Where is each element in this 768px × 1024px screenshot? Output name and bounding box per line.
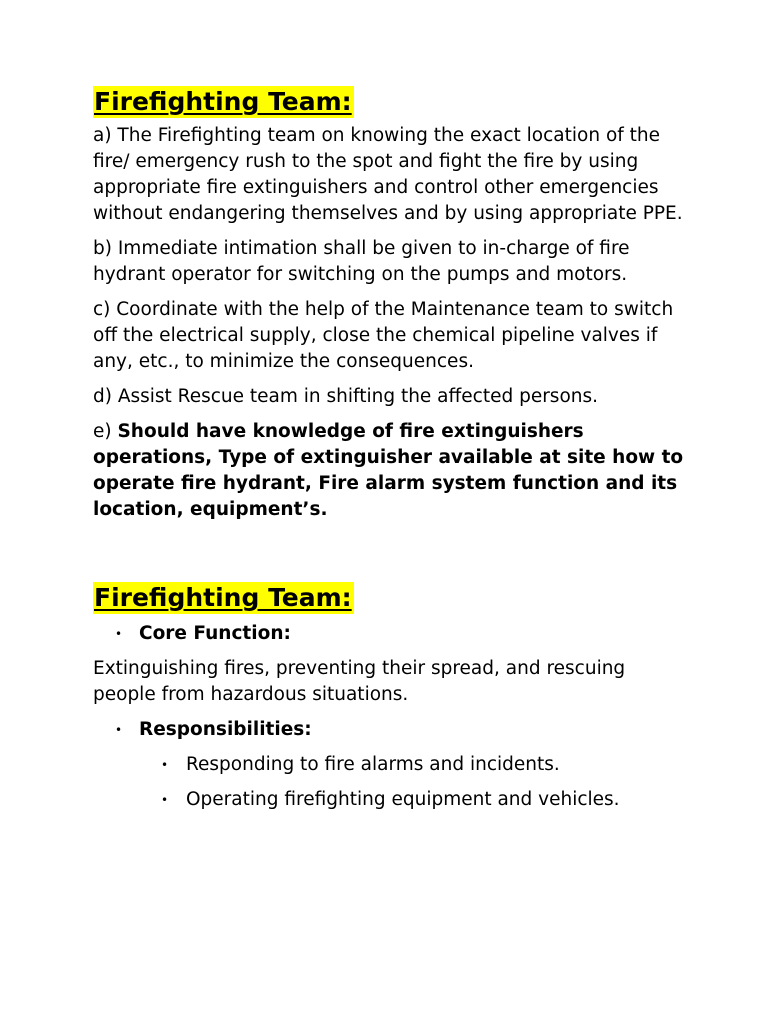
bullet-icon: • — [161, 758, 169, 772]
item-e-prefix: e) — [93, 421, 118, 442]
responsibility-text: Operating firefighting equipment and vehicles. — [186, 789, 620, 810]
paragraph-item-d: d) Assist Rescue team in shifting the affected persons. — [93, 386, 599, 407]
document-page — [93, 86, 693, 813]
paragraph-item-b: b) Immediate intimation shall be given to in-charge of fire hydrant operator for switching on the pumps and motors. — [93, 238, 630, 285]
bullet-icon: • — [115, 723, 123, 737]
paragraph-item-e — [93, 419, 693, 523]
responsibility-text: Responding to fire alarms and incidents. — [186, 754, 560, 775]
bullet-item-responsibilities — [93, 717, 693, 743]
list-item — [93, 787, 693, 813]
core-function-label: Core Function: — [139, 623, 291, 644]
section-heading: Firefighting Team: — [94, 87, 352, 116]
paragraph-item-a: a) The Firefighting team on knowing the exact location of the fire/ emergency rush to the spot and fight the fire by using appropriate fire extinguishers and control other emergencies without endangering themselves and by using appropriate PPE. — [93, 125, 683, 224]
paragraph-item-c: c) Coordinate with the help of the Maintenance team to switch off the electrical supply, close the chemical pipeline valves if any, etc., to minimize the consequences. — [93, 299, 674, 372]
bullet-icon: • — [115, 627, 123, 641]
core-function-text: Extinguishing fires, preventing their spread, and rescuing people from hazardous situations. — [93, 658, 626, 705]
bullet-icon: • — [161, 793, 169, 807]
responsibilities-label: Responsibilities: — [139, 719, 312, 740]
item-e-bold-text: Should have knowledge of fire extinguishers operations, Type of extinguisher available at site how to operate fire hydrant, Fire alarm system function and its location, equipment’s. — [93, 421, 684, 520]
section-heading: Firefighting Team: — [94, 583, 352, 612]
bullet-item-core-function — [93, 621, 693, 647]
list-item — [93, 752, 693, 778]
